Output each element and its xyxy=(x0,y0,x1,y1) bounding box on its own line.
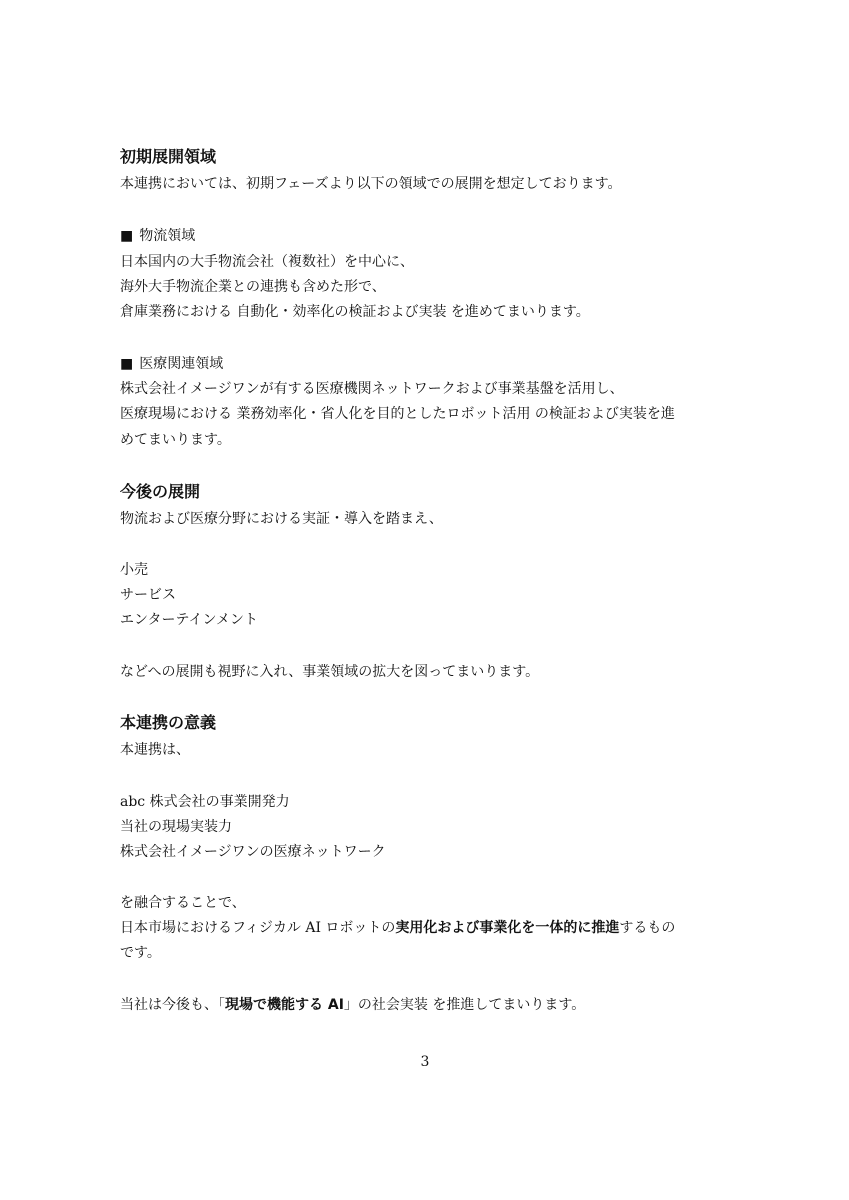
significance-list-item: abc 株式会社の事業開発力 xyxy=(120,794,290,810)
document-page xyxy=(120,0,730,1200)
significance-connector: を融合することで、 xyxy=(120,895,246,911)
future-list-item: エンターテインメント xyxy=(120,612,259,628)
closing-statement xyxy=(120,995,585,1015)
significance-list-item: 株式会社イメージワンの医療ネットワーク xyxy=(120,844,386,860)
closing-text: 当社は今後も、「 xyxy=(120,997,225,1013)
significance-list-item: 当社の現場実装力 xyxy=(120,819,232,835)
logistics-line: 日本国内の大手物流会社（複数社）を中心に、 xyxy=(120,254,414,270)
closing-emphasis: 現場で機能する AI xyxy=(225,997,344,1013)
medical-line: 医療現場における 業務効率化・省人化を目的としたロボット活用 の検証および実装を進 xyxy=(120,406,675,422)
future-intro: 物流および医療分野における実証・導入を踏まえ、 xyxy=(120,511,443,527)
medical-heading xyxy=(120,354,223,374)
significance-statement xyxy=(120,918,675,938)
section-title-initial: 初期展開領域 xyxy=(120,147,217,166)
page-number: 3 xyxy=(420,1054,430,1070)
logistics-line: 倉庫業務における 自動化・効率化の検証および実装 を進めてまいります。 xyxy=(120,304,590,320)
statement-text: するもの xyxy=(619,920,676,936)
medical-label: 医療関連領域 xyxy=(139,356,224,372)
significance-statement-cont: です。 xyxy=(120,945,161,961)
logistics-heading xyxy=(120,226,195,246)
square-bullet-icon: ■ xyxy=(120,228,134,244)
square-bullet-icon: ■ xyxy=(120,356,134,372)
statement-text: 日本市場におけるフィジカル AI ロボットの xyxy=(120,920,396,936)
future-list-item: 小売 xyxy=(120,562,148,578)
medical-line: めてまいります。 xyxy=(120,432,231,448)
future-list-item: サービス xyxy=(120,587,176,603)
section-title-future: 今後の展開 xyxy=(120,482,201,501)
medical-line: 株式会社イメージワンが有する医療機関ネットワークおよび事業基盤を活用し、 xyxy=(120,381,624,397)
statement-emphasis: 実用化および事業化を一体的に推進 xyxy=(395,920,620,936)
significance-intro: 本連携は、 xyxy=(120,742,190,758)
future-outro: などへの展開も視野に入れ、事業領域の拡大を図ってまいります。 xyxy=(120,664,540,680)
logistics-line: 海外大手物流企業との連携も含めた形で、 xyxy=(120,279,386,295)
logistics-label: 物流領域 xyxy=(139,228,196,244)
section-title-significance: 本連携の意義 xyxy=(120,713,217,732)
closing-text: 」の社会実装 を推進してまいります。 xyxy=(343,997,586,1013)
initial-intro: 本連携においては、初期フェーズより以下の領域での展開を想定しております。 xyxy=(120,176,622,192)
